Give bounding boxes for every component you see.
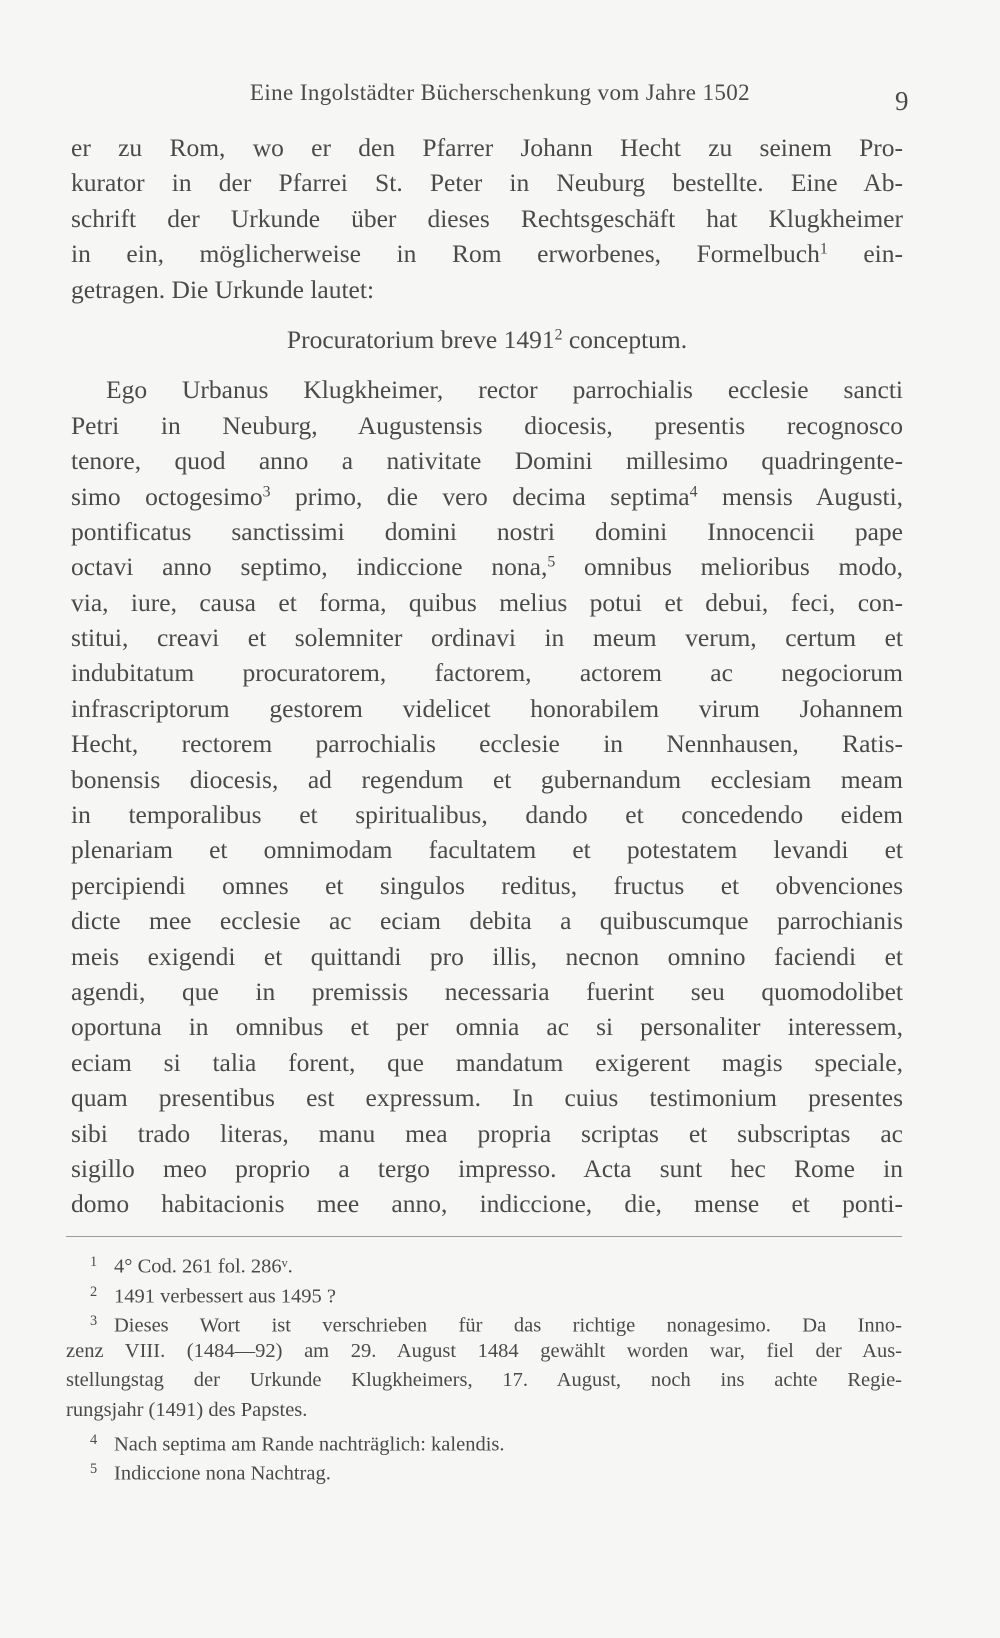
footnote-text: Indiccione nona Nachtrag. — [114, 1462, 331, 1485]
intro-line — [71, 236, 903, 271]
document-line-text: simo octogesimo — [71, 481, 263, 511]
document-line — [71, 549, 903, 584]
intro-line: schrift der Urkunde über dieses Rechtsgeschäft hat Klugkheimer — [71, 203, 903, 233]
document-line: eciam si talia forent, que mandatum exigerent magis speciale, — [71, 1047, 903, 1077]
footnote — [66, 1426, 902, 1456]
document-line: oportuna in omnibus et per omnia ac si personaliter interessem, — [71, 1012, 903, 1042]
document-heading — [71, 322, 903, 357]
footnote-ref: 5 — [547, 553, 556, 571]
footnote-text: 4° Cod. 261 fol. 286ᵛ. — [114, 1255, 293, 1278]
document-line: quam presentibus est expressum. In cuius testimonium presentes — [71, 1083, 903, 1113]
footnote-text: Dieses Wort ist verschrieben für das richtige nonagesimo. Da Inno- — [114, 1314, 902, 1337]
footnote — [66, 1307, 902, 1337]
footnote-ref: 3 — [262, 482, 271, 500]
footnote — [66, 1278, 902, 1308]
footnote-text: Nach septima am Rande nachträglich: kalendis. — [114, 1433, 505, 1456]
footnote-text: rungsjahr (1491) des Papstes. — [66, 1398, 308, 1421]
footnote-text: stellungstag der Urkunde Klugkheimers, 17. August, noch ins achte Regie- — [66, 1369, 902, 1392]
footnote — [66, 1455, 902, 1485]
document-line: sibi trado literas, manu mea propria scriptas et subscriptas ac — [71, 1118, 903, 1148]
document-line: bonensis diocesis, ad regendum et gubernandum ecclesiam meam — [71, 764, 903, 794]
intro-line-text: in ein, möglicherweise in Rom erworbenes, Formelbuch — [71, 239, 820, 269]
document-line-text: omnibus melioribus modo, — [584, 552, 903, 582]
document-line: agendi, que in premissis necessaria fuerint seu quomodolibet — [71, 976, 903, 1006]
footnote-number: 2 — [90, 1283, 98, 1300]
document-line: Ego Urbanus Klugkheimer, rector parrochialis ecclesie sancti — [106, 375, 903, 405]
document-line: stitui, creavi et solemniter ordinavi in meum verum, certum et — [71, 623, 903, 653]
footnote-number: 5 — [90, 1461, 98, 1478]
footnote-ref: 4 — [689, 482, 698, 500]
footnote — [66, 1248, 902, 1278]
document-line: percipiendi omnes et singulos reditus, fructus et obvenciones — [71, 870, 903, 900]
footnote-number: 4 — [90, 1431, 98, 1448]
document-line: dicte mee ecclesie ac eciam debita a quibuscumque parrochianis — [71, 906, 903, 936]
document-line: domo habitacionis mee anno, indiccione, die, mense et ponti- — [71, 1189, 903, 1219]
document-line-text: mensis Augusti, — [722, 481, 904, 511]
document-line: tenore, quod anno a nativitate Domini millesimo quadringente- — [71, 446, 903, 476]
document-line — [71, 479, 903, 514]
footnote-text: zenz VIII. (1484—92) am 29. August 1484 gewählt worden war, fiel der Aus- — [66, 1339, 902, 1362]
document-line-text: primo, die vero decima septima — [295, 481, 690, 511]
footnotes — [66, 1248, 902, 1485]
page-number: 9 — [895, 86, 909, 116]
intro-line: getragen. Die Urkunde lautet: — [71, 274, 375, 304]
document-line: Hecht, rectorem parrochialis ecclesie in Nennhausen, Ratis- — [71, 729, 903, 759]
footnote-ref: 1 — [819, 240, 828, 258]
intro-line: kurator in der Pfarrei St. Peter in Neuburg bestellte. Eine Ab- — [71, 168, 903, 198]
document-line: pontificatus sanctissimi domini nostri domini Innocencii pape — [71, 516, 903, 546]
intro-line-tail: ein- — [863, 239, 904, 269]
footnote-ref: 2 — [554, 326, 563, 344]
document-line: Petri in Neuburg, Augustensis diocesis, presentis recognosco — [71, 410, 903, 440]
document-line-text: octavi anno septimo, indiccione nona, — [71, 552, 548, 582]
document-line: via, iure, causa et forma, quibus melius potui et debui, feci, con- — [71, 587, 903, 617]
footnote-divider — [66, 1236, 902, 1237]
footnote-text: 1491 verbessert aus 1495 ? — [114, 1285, 337, 1308]
footnote-number: 1 — [90, 1254, 98, 1270]
document-line: plenariam et omnimodam facultatem et potestatem levandi et — [71, 835, 903, 865]
document-line: sigillo meo proprio a tergo impresso. Acta sunt hec Rome in — [71, 1153, 903, 1183]
footnote-number: 3 — [90, 1313, 98, 1330]
document-line: indubitatum procuratorem, factorem, actorem ac negociorum — [71, 658, 903, 688]
heading-text-tail: conceptum. — [568, 324, 688, 354]
document-line: in temporalibus et spiritualibus, dando et concedendo eidem — [71, 800, 903, 830]
running-title: Eine Ingolstädter Bücherschenkung vom Jahre 1502 — [249, 80, 751, 105]
document-line: infrascriptorum gestorem videlicet honorabilem virum Johannem — [71, 693, 903, 723]
heading-text: Procuratorium breve 1491 — [286, 324, 555, 354]
intro-line: er zu Rom, wo er den Pfarrer Johann Hecht zu seinem Pro- — [71, 133, 903, 162]
document-line: meis exigendi et quittandi pro illis, necnon omnino faciendi et — [71, 941, 903, 971]
main-text — [71, 130, 903, 1222]
